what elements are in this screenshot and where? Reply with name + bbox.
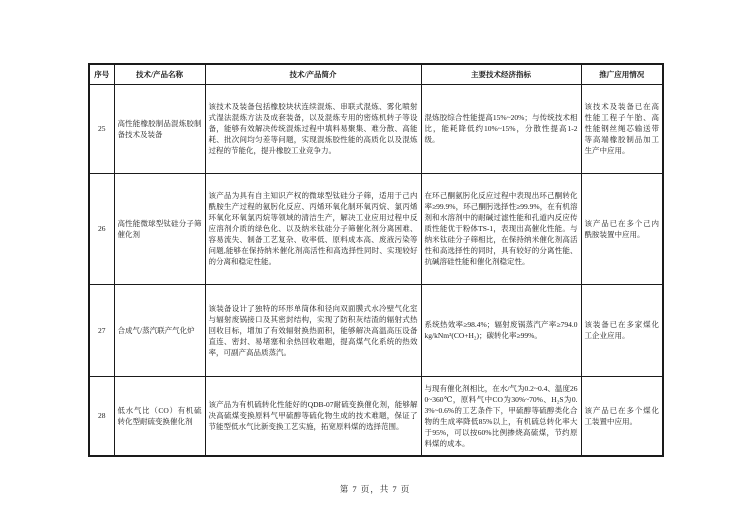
product-name: 低水气比（CO）有机硫转化型耐硫变换催化剂 bbox=[114, 376, 205, 456]
header-cell-promotion: 推广应用情况 bbox=[581, 64, 663, 84]
product-indicators: 与现有催化剂相比，在水/气为0.2~0.4、温度260~360℃，原料气中CO为30%~70%、H₂S为0.3%~0.6%的工艺条件下，甲硫醇等硫醇类化合物的生成率降低85%以上，有机硫总转化率大于95%，可以按60%比例掺烧高硫煤，节约原料煤的成本。 bbox=[421, 376, 581, 456]
header-cell-intro: 技术/产品简介 bbox=[205, 64, 421, 84]
product-intro: 该装备设计了独特的环形单筒体和径向双面膜式水冷壁气化室与辐射废锅接口及其密封结构，实现了防积灰结渣的辐射式热回收目标，增加了有效辐射换热面积，能够解决高温高压设备直连、密封、易堵塞和余热回收难题，提高煤气化系统的热效率，可副产高品质蒸汽。 bbox=[205, 284, 421, 376]
product-intro: 该技术及装备包括橡胶块状连续混炼、串联式混炼、雾化喷射式湿法混炼方法及成套装备，以及混炼专用的密炼机转子等设备，能够有效解决传统混炼过程中填料易聚集、难分散、高能耗、批次间均匀差等问题，实现混炼胶性能的高质化以及混炼过程的节能化，提升橡胶工业竞争力。 bbox=[205, 84, 421, 173]
product-promotion: 该产品已在多个己内酰胺装置中应用。 bbox=[581, 173, 663, 284]
row-number: 26 bbox=[89, 173, 114, 284]
page-footer: 第 7 页，共 7 页 bbox=[339, 484, 411, 494]
product-name: 高性能微球型钛硅分子筛催化剂 bbox=[114, 173, 205, 284]
product-indicators: 混炼胶综合性能提高15%~20%；与传统技术相比，能耗降低约10%~15%，分散性提高1-2级。 bbox=[421, 84, 581, 173]
header-cell-no: 序号 bbox=[89, 64, 114, 84]
product-name: 合成气/蒸汽联产气化炉 bbox=[114, 284, 205, 376]
table-header-row bbox=[89, 64, 663, 84]
row-number: 28 bbox=[89, 376, 114, 456]
product-intro: 该产品为有机硫转化性能好的QDB-07耐硫变换催化剂，能够解决高硫煤变换原料气甲硫醇等硫化物生成的技术难题，保证了节能型低水气比新变换工艺实施，拓宽原料煤的选择范围。 bbox=[205, 376, 421, 456]
row-number: 27 bbox=[89, 284, 114, 376]
technology-product-table bbox=[88, 63, 664, 457]
table-row bbox=[89, 84, 663, 173]
table-row bbox=[89, 173, 663, 284]
product-promotion: 该装备已在多家煤化工企业应用。 bbox=[581, 284, 663, 376]
header-cell-name: 技术/产品名称 bbox=[114, 64, 205, 84]
product-indicators: 在环己酮氨肟化反应过程中表现出环己酮转化率≥99.9%，环己酮肟选择性≥99.9%，在有机溶剂和水溶剂中的耐碱过滤性能和孔道内反应传质性能优于粉体TS-1，表现出高催化性能。与纳米钛硅分子筛相比，在保持纳米催化剂高活性和高选择性的同时，具有较好的分离性能、抗碱溶硅性能和催化剂稳定性。 bbox=[421, 173, 581, 284]
row-number: 25 bbox=[89, 84, 114, 173]
product-promotion: 该技术及装备已在高性能工程子午胎、高性能钢丝绳芯输送带等高端橡胶制品加工生产中应用。 bbox=[581, 84, 663, 173]
header-cell-indicators: 主要技术经济指标 bbox=[421, 64, 581, 84]
product-promotion: 该产品已在多个煤化工装置中应用。 bbox=[581, 376, 663, 456]
table-row bbox=[89, 376, 663, 456]
table-row bbox=[89, 284, 663, 376]
product-name: 高性能橡胶制品混炼胶制备技术及装备 bbox=[114, 84, 205, 173]
product-intro: 该产品为具有自主知识产权的微球型钛硅分子筛，适用于己内酰胺生产过程的氨肟化反应、丙烯环氧化制环氧丙烷、氯丙烯环氧化环氧氯丙烷等领域的清洁生产，解决工业应用过程中反应溶剂介质的绿色化、以及纳米钛硅分子筛催化剂分离困难、容易流失、制备工艺复杂、收率低、原料成本高、废液污染等问题,能够在保持纳米催化剂高活性和高选择性同时、实现较好的分离和稳定性能。 bbox=[205, 173, 421, 284]
product-indicators: 系统热效率≥98.4%；辐射废锅蒸汽产率≥794.0kg/kNm³(CO+H₂)；碳转化率≥99%。 bbox=[421, 284, 581, 376]
